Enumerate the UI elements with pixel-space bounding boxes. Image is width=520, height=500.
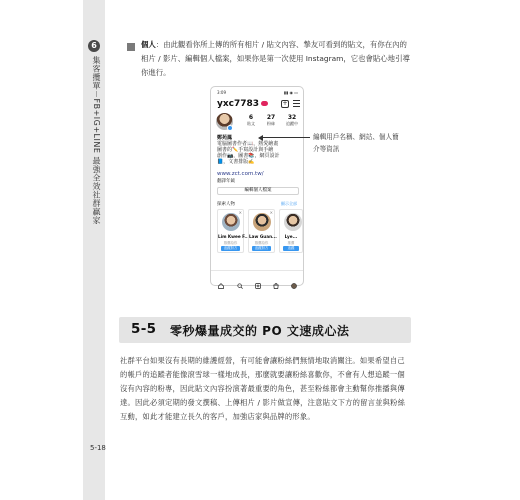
bullet-square-icon [127, 43, 135, 51]
stat-following: 32 追蹤中 [286, 114, 298, 126]
chapter-title: 集客攬單－FB+IG+LINE 最強全效社群贏家 [92, 56, 101, 225]
profile-display-name: 鄭苑鳳 [217, 135, 233, 141]
search-icon [237, 274, 243, 280]
shop-icon [273, 274, 279, 280]
chapter-badge: 6 [88, 40, 100, 52]
edit-profile-button: 編輯個人檔案 [217, 187, 299, 195]
page-number: 5-18 [90, 444, 106, 452]
callout-arrow-icon [258, 135, 263, 141]
profile-bio-extra: 翻譯年鉞 [217, 179, 235, 184]
phone-time: 3:09 [217, 90, 226, 95]
callout-line [262, 137, 310, 138]
suggestion-card: ✕ Lim Kwee F... 推薦給你 追蹤對方 [217, 209, 244, 253]
phone-screenshot [210, 86, 304, 286]
suggestion-card: Lye... 推薦 追蹤 [279, 209, 303, 253]
discover-people-label: 探索人物 [217, 202, 235, 207]
create-post-icon: + [282, 100, 288, 107]
body-paragraph: 社群平台如果沒有長期的維護經營，有可能會讓粉絲們無情地取消關注。如果希望自己的帳戶的追蹤者能像滾雪球一樣地成長，那麼就要讓粉絲喜歡你，不會有人想追蹤一個沒有內容的粉專，因此貼文內容扮演著最重要的角色，甚至粉絲都會主動幫你推播與傳達。因此必須定期的發文撰稿、上傳相片 / 影片做宣傳，注意貼文下方的留言並與粉絲互動，如此才能建立長久的客戶，加強店家與品牌的形象。 [120, 356, 406, 421]
add-story-icon [227, 125, 233, 131]
section-title: 零秒爆量成交的 PO 文速成心法 [170, 324, 350, 338]
profile-bio: 電腦圖書作者📖，熱愛繪畫 圖書的✏️手寫設計與手繪 創作📷，圖書📚，網頁設計 📘，文書排版✍️ [217, 141, 280, 165]
suggestion-card: ✕ Law Guan... 推薦給你 追蹤對方 [248, 209, 275, 253]
stat-posts: 6 貼文 [247, 114, 255, 126]
section-number: 5-5 [131, 321, 157, 337]
callout-text: 編輯用戶名稱、網站、個人簡介等資訊 [313, 133, 399, 153]
notification-badge-icon [261, 101, 268, 106]
profile-icon [291, 274, 297, 280]
profile-website: www.zct.com.tw/ [217, 171, 264, 177]
profile-username: yxc7783 [217, 99, 268, 109]
phone-status-icons: ▮▮ ◉ ▭ [283, 90, 298, 95]
stat-followers: 27 粉絲 [266, 114, 276, 126]
intro-paragraph [141, 38, 411, 80]
show-all-link: 顯示全部 [281, 201, 297, 206]
intro-term: 個人 [141, 40, 156, 49]
add-post-icon [255, 274, 261, 280]
home-icon [218, 274, 224, 280]
phone-bottom-nav [211, 270, 303, 282]
menu-icon [293, 100, 300, 107]
intro-text: ：由此觀看你所上傳的所有相片 / 貼文內容、摯友可看到的貼文，有你在內的相片 / 影片、編輯個人檔案，如果你是第一次使用 Instagram，它也會貼心地引導你進行。 [141, 40, 410, 77]
